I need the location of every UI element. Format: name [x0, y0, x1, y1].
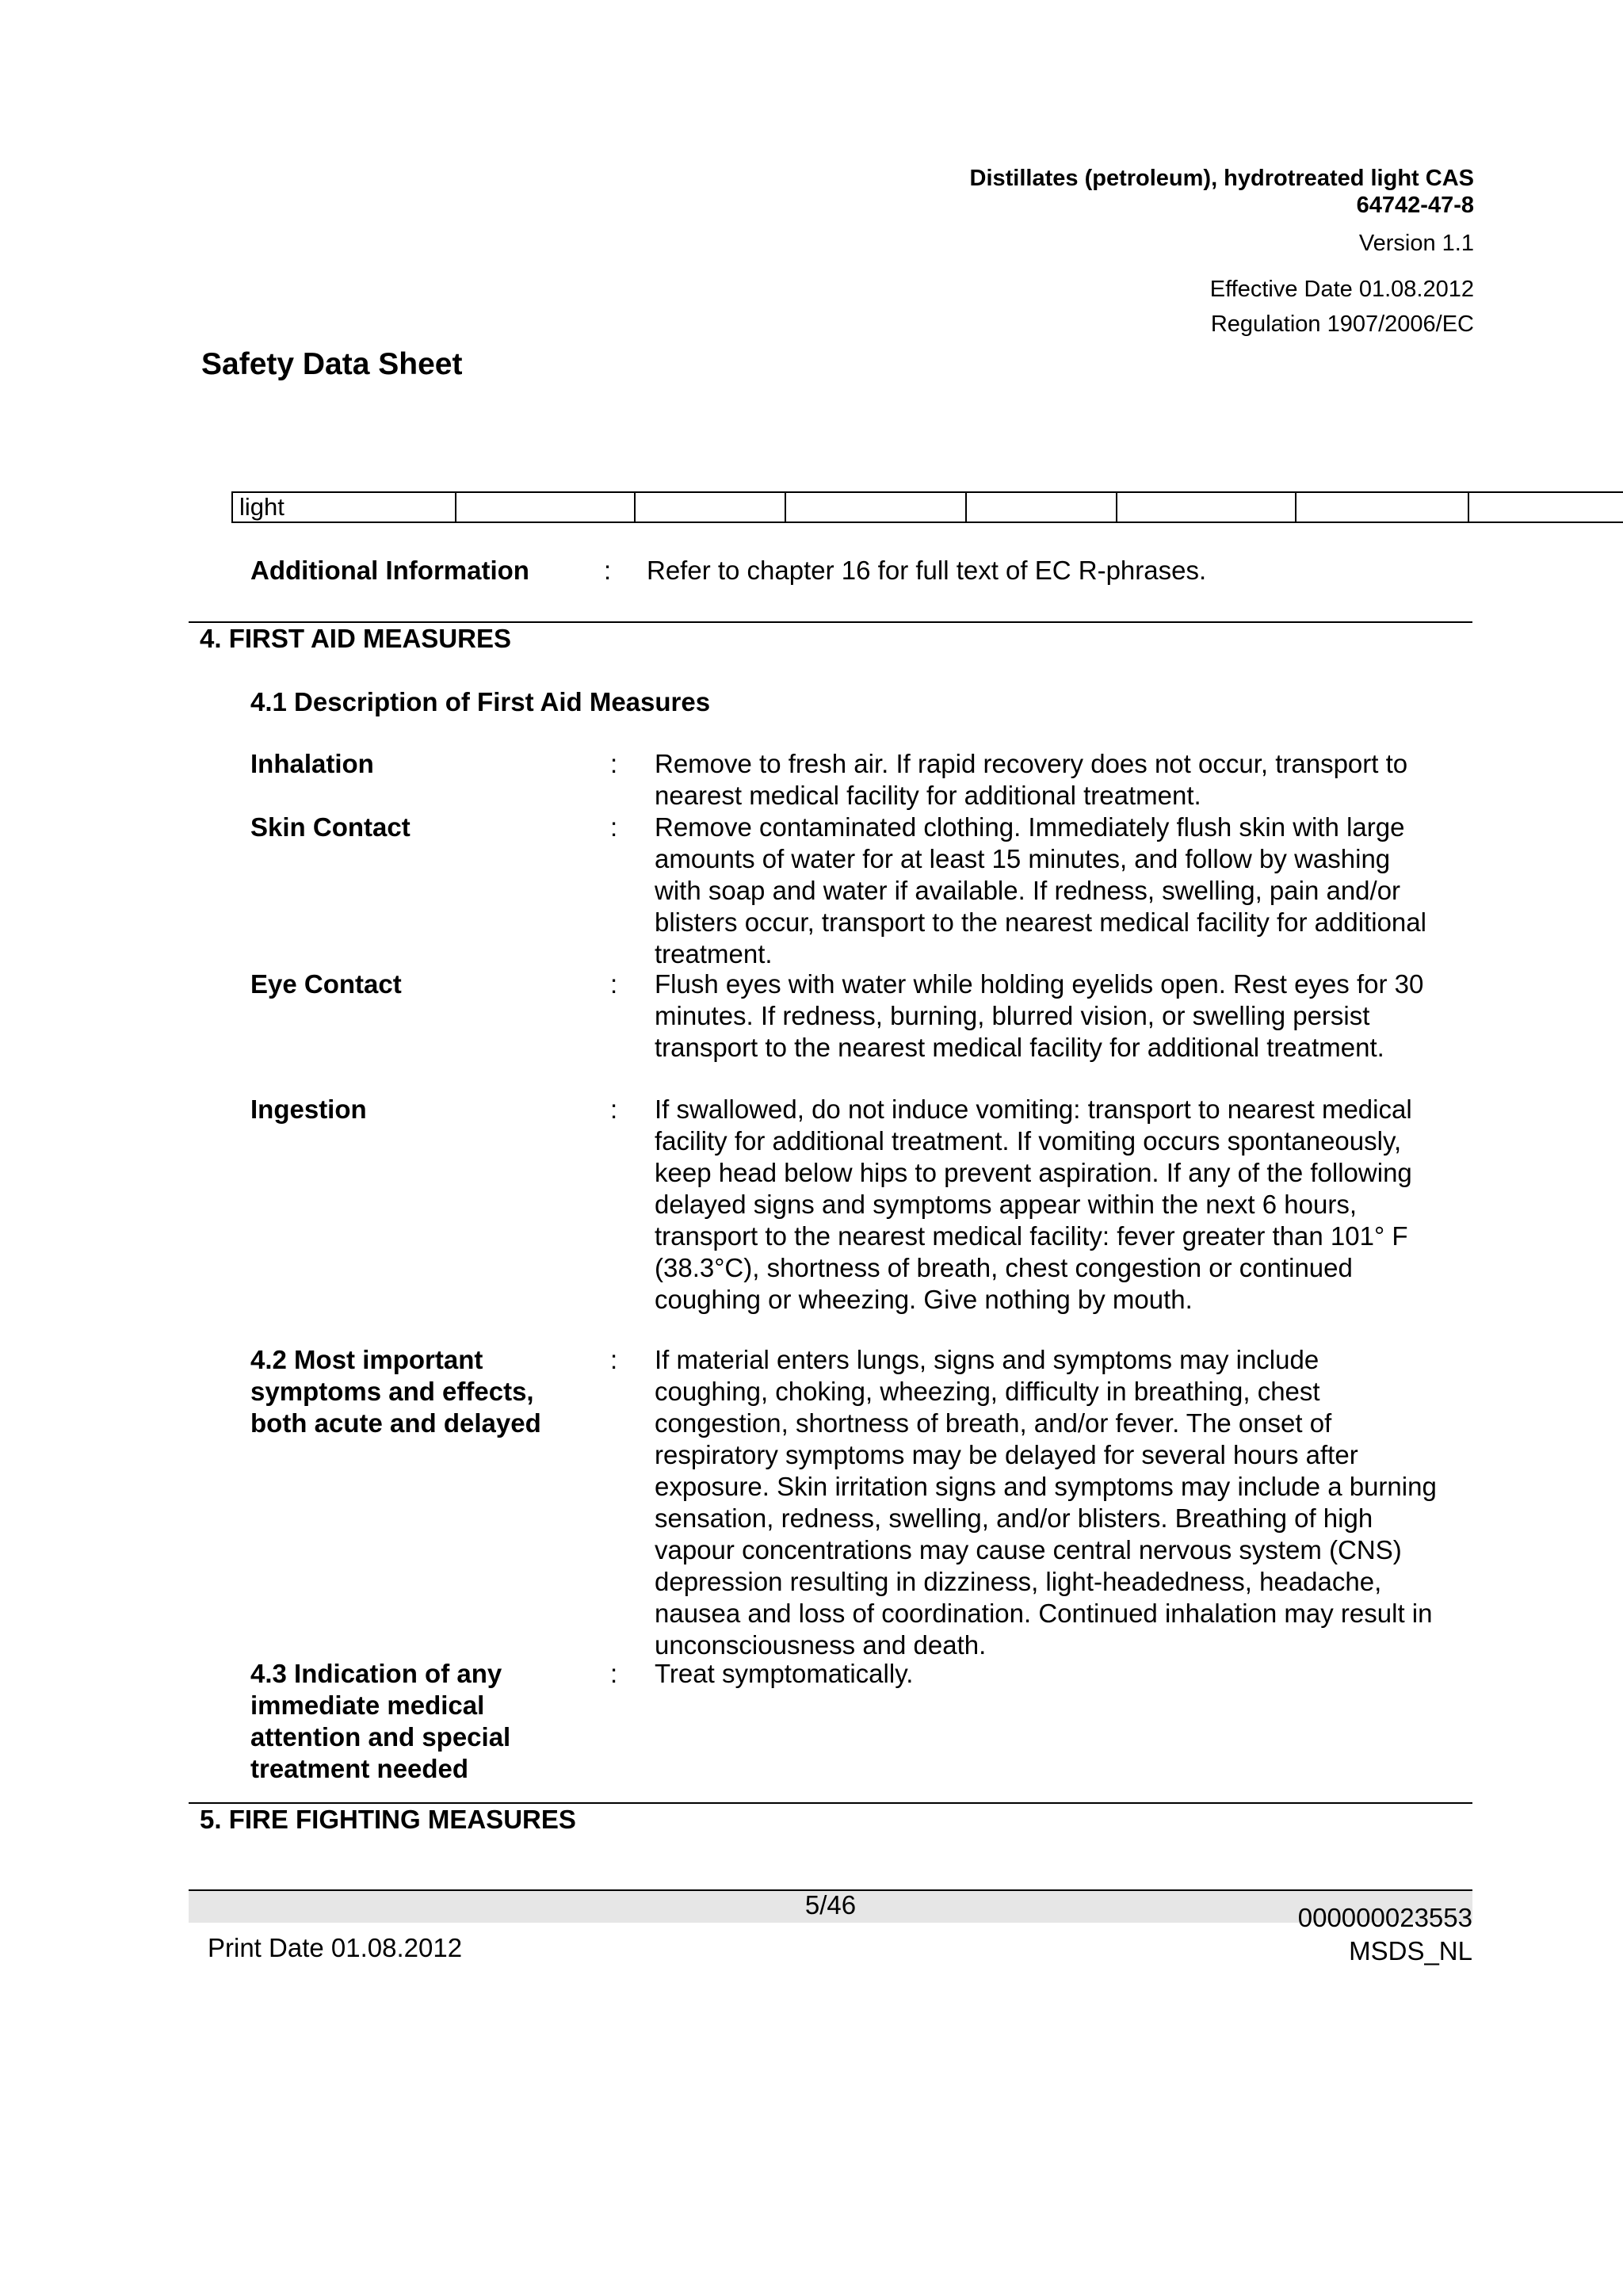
- inhalation-label: Inhalation: [250, 749, 374, 778]
- product-name-line1: Distillates (petroleum), hydrotreated light CAS: [969, 166, 1474, 191]
- additional-info-colon: :: [604, 556, 612, 585]
- skin-contact-value: Remove contaminated clothing. Immediately flush skin with large amounts of water for at least 15 minutes, and follow by washing with soap and water if available. If redness, swelling, pain and/or blisters occur, transport to the nearest medical facility for additional treatment.: [655, 812, 1426, 968]
- ingestion-value: If swallowed, do not induce vomiting: transport to nearest medical facility for additional treatment. If vomiting occurs spontaneously, keep head below hips to prevent aspiration. If any of the following delayed signs and symptoms appear within the next 6 hours, transport to the nearest medical facility: fever greater than 101° F (38.3°C), shortness of breath, chest congestion or continued coughing or wheezing. Give nothing by mouth.: [655, 1095, 1412, 1314]
- page-number: 5/46: [804, 1890, 857, 1920]
- table-cell: [1296, 492, 1468, 522]
- additional-info-value: Refer to chapter 16 for full text of EC R-phrases.: [647, 556, 1207, 585]
- skin-contact-colon: :: [610, 812, 618, 842]
- ingestion-label: Ingestion: [250, 1095, 367, 1124]
- version-label: Version 1.1: [1358, 231, 1474, 256]
- table-cell: light: [232, 492, 456, 522]
- product-name: [872, 165, 1474, 219]
- regulation: Regulation 1907/2006/EC: [1210, 311, 1474, 337]
- section-5-heading: 5. FIRE FIGHTING MEASURES: [200, 1805, 576, 1834]
- document-code: MSDS_NL: [1349, 1936, 1472, 1966]
- document-number: 000000023553: [1297, 1903, 1472, 1932]
- medical-attention-colon: :: [610, 1659, 618, 1688]
- symptoms-effects-label: 4.2 Most important symptoms and effects, both acute and delayed: [250, 1345, 541, 1438]
- inhalation-colon: :: [610, 749, 618, 778]
- inhalation-value: Remove to fresh air. If rapid recovery does not occur, transport to nearest medical facility for additional treatment.: [655, 749, 1408, 810]
- table-cell: [785, 492, 966, 522]
- table-cell: [1468, 492, 1623, 522]
- eye-contact-colon: :: [610, 969, 618, 999]
- eye-contact-label: Eye Contact: [250, 969, 402, 999]
- medical-attention-value: Treat symptomatically.: [655, 1659, 914, 1688]
- medical-attention-label: 4.3 Indication of any immediate medical attention and special treatment needed: [250, 1659, 511, 1783]
- section-4-heading: 4. FIRST AID MEASURES: [200, 624, 511, 653]
- table-cell: [966, 492, 1117, 522]
- print-date: Print Date 01.08.2012: [208, 1933, 463, 1962]
- footer-band: [189, 1889, 1472, 1923]
- document-title: Safety Data Sheet: [201, 347, 463, 381]
- additional-info-label: Additional Information: [250, 556, 529, 585]
- effective-date: Effective Date 01.08.2012: [1209, 277, 1474, 302]
- product-cas-number: 64742-47-8: [1356, 193, 1474, 218]
- symptoms-effects-value: If material enters lungs, signs and symptoms may include coughing, choking, wheezing, difficulty in breathing, chest congestion, shortness of breath, and/or fever. The onset of respiratory symptoms may be delayed for several hours after exposure. Skin irritation signs and symptoms may include a burning sensation, redness, swelling, and/or blisters. Breathing of high vapour concentrations may cause central nervous system (CNS) depression resulting in dizziness, light-headedness, headache, nausea and loss of coordination. Continued inhalation may result in unconsciousness and death.: [655, 1345, 1437, 1660]
- table-cell: [456, 492, 635, 522]
- table-row: [232, 492, 1623, 522]
- skin-contact-label: Skin Contact: [250, 812, 411, 842]
- eye-contact-value: Flush eyes with water while holding eyelids open. Rest eyes for 30 minutes. If redness, burning, blurred vision, or swelling persist transport to the nearest medical facility for additional treatment.: [655, 969, 1424, 1062]
- table-cell: [635, 492, 785, 522]
- section-4-1-heading: 4.1 Description of First Aid Measures: [250, 687, 711, 716]
- composition-table-fragment: [231, 491, 1623, 523]
- table-cell: [1117, 492, 1296, 522]
- ingestion-colon: :: [610, 1095, 618, 1124]
- symptoms-effects-colon: :: [610, 1345, 618, 1374]
